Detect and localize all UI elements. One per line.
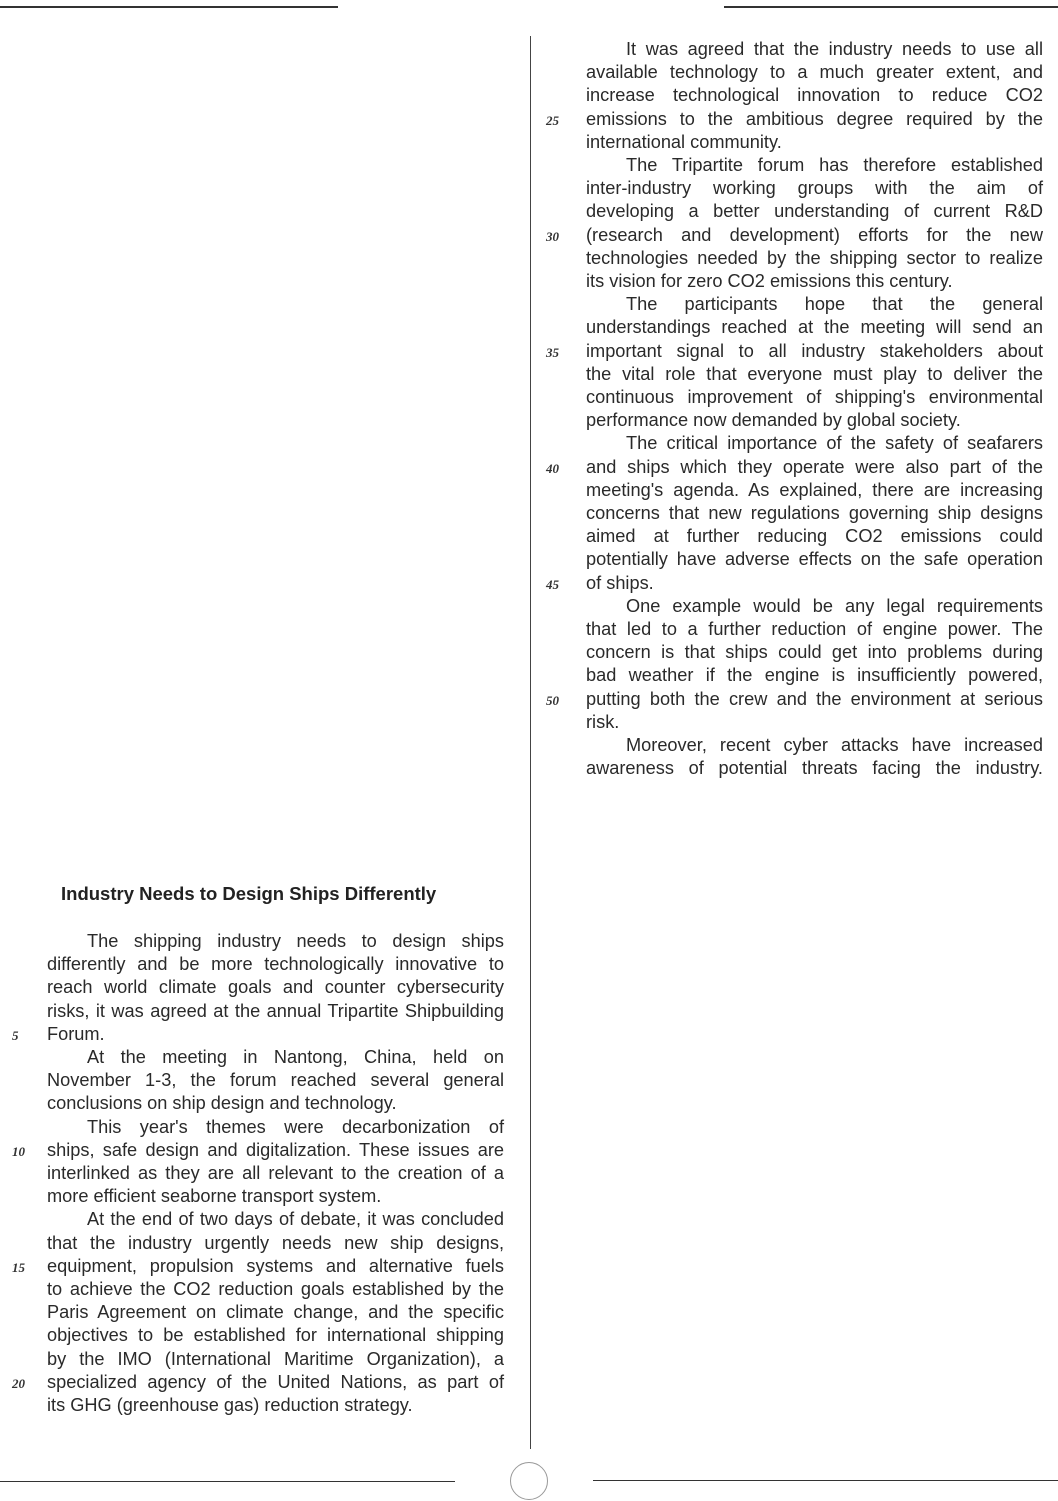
text-line: The critical importance of the safety of seafarers [626,433,1043,454]
text-line: bad weather if the engine is insufficiently powered, [586,665,1043,686]
text-line: inter-industry working groups with the aim of [586,178,1043,199]
text-line: ships, safe design and digitalization. These issues are [47,1139,504,1160]
text-line: specialized agency of the United Nations, as part of [47,1371,504,1392]
text-line: The shipping industry needs to design ships [87,931,504,951]
text-line: interlinked as they are all relevant to the creation of a [47,1163,504,1183]
text-line: technologies needed by the shipping sector to realize [586,247,1043,268]
text-line: One example would be any legal requirements [626,595,1043,616]
text-line: concerns that new regulations governing ship designs [586,503,1043,523]
line-number: 25 [546,112,559,128]
bottom-left-rule [0,1481,455,1482]
text-line: performance now demanded by global society. [586,410,961,431]
article-heading: Industry Needs to Design Ships Differently [61,883,437,904]
text-line: The participants hope that the general [626,294,1043,315]
text-line: important signal to all industry stakeholders about [586,340,1043,361]
top-right-rule [724,6,1058,8]
text-line: available technology to a much greater extent, and [586,62,1043,83]
text-line: Forum. [47,1023,105,1044]
line-number: 20 [12,1375,25,1391]
text-line: risk. [586,711,620,732]
text-line: conclusions on ship design and technology. [47,1093,397,1114]
text-line: (research and development) efforts for the new [586,224,1043,245]
text-line: differently and be more technologically innovative to [47,954,504,975]
text-line: increase technological innovation to reduce CO2 [586,85,1043,106]
text-line: that led to a further reduction of engine power. The [586,619,1043,639]
text-line: to achieve the CO2 reduction goals established by the [47,1279,504,1299]
text-line: the vital role that everyone must play to deliver the [586,363,1043,384]
text-line: concern is that ships could get into problems during [586,642,1043,663]
line-number: 30 [546,228,559,244]
text-line: reach world climate goals and counter cybersecurity [47,977,504,998]
page-number-circle [510,1462,548,1500]
bottom-right-rule [593,1480,1058,1481]
text-line: developing a better understanding of current R&D [586,201,1043,222]
text-line: by the IMO (International Maritime Organization), a [47,1348,504,1369]
text-line: This year's themes were decarbonization of [87,1116,504,1137]
text-line: It was agreed that the industry needs to use all [626,39,1043,59]
text-line: At the meeting in Nantong, China, held on [87,1047,504,1067]
text-line: its GHG (greenhouse gas) reduction strategy. [47,1395,413,1415]
text-line: emissions to the ambitious degree required by the [586,108,1043,129]
text-line: Paris Agreement on climate change, and the specific [47,1302,504,1323]
text-line: At the end of two days of debate, it was concluded [87,1209,504,1230]
text-line: equipment, propulsion systems and alternative fuels [47,1255,504,1276]
line-number: 40 [546,460,559,476]
top-left-rule [0,6,338,8]
line-number: 45 [546,576,559,592]
line-number: 5 [12,1027,19,1043]
text-line: of ships. [586,572,654,593]
text-line: objectives to be established for international shipping [47,1325,504,1346]
text-line: continuous improvement of shipping's environmental [586,387,1043,407]
text-line: that the industry urgently needs new ship designs, [47,1232,504,1253]
text-line: potentially have adverse effects on the safe operation [586,549,1043,570]
text-line: and ships which they operate were also part of the [586,456,1043,477]
text-line: more efficient seaborne transport system. [47,1186,382,1207]
column-divider [530,36,531,1449]
text-line: Moreover, recent cyber attacks have increased [626,735,1043,755]
text-line: awareness of potential threats facing the industry. [586,758,1043,779]
text-line: understandings reached at the meeting will send an [586,317,1043,338]
text-line: meeting's agenda. As explained, there are increasing [586,479,1043,500]
text-line: aimed at further reducing CO2 emissions could [586,526,1043,547]
text-line: November 1-3, the forum reached several general [47,1070,504,1091]
text-line: international community. [586,131,782,152]
line-number: 15 [12,1259,25,1275]
line-number: 35 [546,344,559,360]
text-line: its vision for zero CO2 emissions this century. [586,271,953,291]
line-number: 50 [546,692,559,708]
text-line: risks, it was agreed at the annual Tripartite Shipbuilding [47,1000,504,1021]
text-line: The Tripartite forum has therefore established [626,155,1043,175]
line-number: 10 [12,1143,25,1159]
text-line: putting both the crew and the environment at serious [586,688,1043,709]
